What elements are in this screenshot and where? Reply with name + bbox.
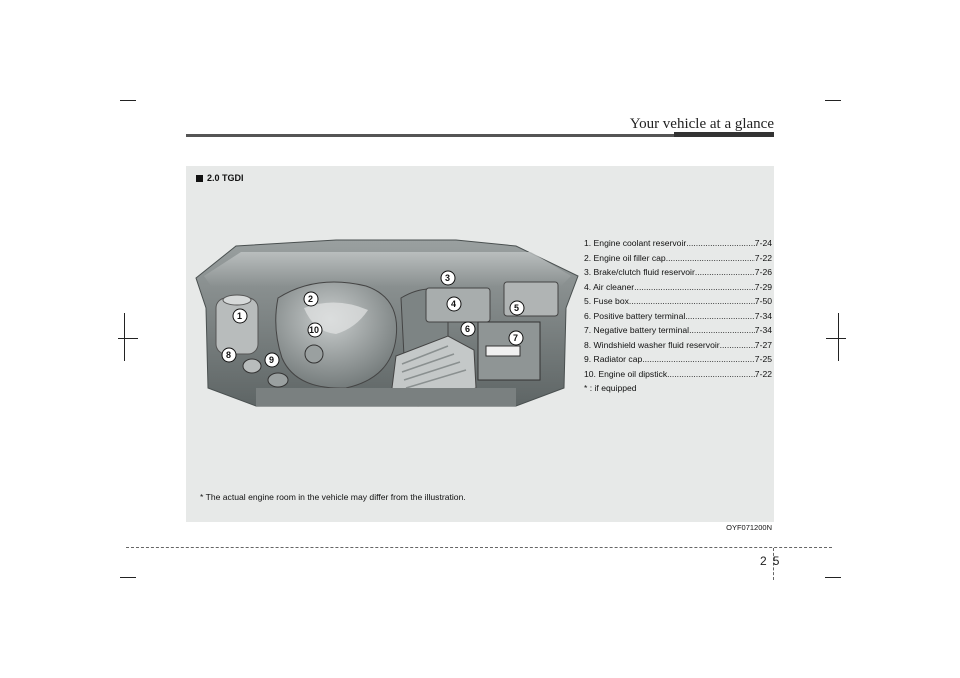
svg-text:4: 4 [451, 299, 457, 309]
section-label: 2.0 TGDI [207, 173, 244, 183]
section-heading [196, 173, 244, 183]
svg-text:8: 8 [226, 350, 232, 360]
illustration-note: * The actual engine room in the vehicle may differ from the illustration. [200, 492, 466, 502]
crop-mark-bottom-left [120, 577, 136, 578]
callout-9 [265, 353, 279, 367]
legend-item: 3. Brake/clutch fluid reservoir ..... 7-26 [584, 265, 772, 280]
svg-text:1: 1 [237, 311, 243, 321]
legend-item: 9. Radiator cap ..... 7-25 [584, 352, 772, 367]
component-legend [584, 236, 772, 396]
square-bullet-icon [196, 175, 203, 182]
callout-8 [222, 348, 236, 362]
svg-text:5: 5 [514, 303, 520, 313]
header-rule-accent [674, 132, 774, 137]
callout-7 [509, 331, 523, 345]
crop-mark-top-left [120, 100, 136, 101]
figure-panel [186, 166, 774, 532]
footer-rule [126, 547, 832, 548]
page-number-value: 5 [772, 554, 780, 568]
callout-4 [447, 297, 461, 311]
callout-10 [308, 323, 322, 337]
callout-5 [510, 301, 524, 315]
crop-mark-top-right [825, 100, 841, 101]
registration-mark-left-h [118, 338, 138, 339]
callout-2 [304, 292, 318, 306]
svg-text:10: 10 [309, 325, 320, 335]
legend-item: 5. Fuse box ..... 7-50 [584, 294, 772, 309]
legend-item: 4. Air cleaner ..... 7-29 [584, 280, 772, 295]
engine-room-illustration [186, 238, 586, 428]
svg-text:6: 6 [465, 324, 471, 334]
page-header-title: Your vehicle at a glance [629, 116, 774, 132]
svg-text:3: 3 [445, 273, 451, 283]
callout-6 [461, 322, 475, 336]
registration-mark-right-h [826, 338, 846, 339]
registration-mark-left-v [124, 313, 125, 361]
legend-item: 7. Negative battery terminal ..... 7-34 [584, 323, 772, 338]
legend-item: 8. Windshield washer fluid reservoir ..... 7-27 [584, 338, 772, 353]
svg-text:9: 9 [269, 355, 275, 365]
legend-item: 1. Engine coolant reservoir ..... 7-24 [584, 236, 772, 251]
callout-1 [233, 309, 247, 323]
callout-3 [441, 271, 455, 285]
chapter-number: 2 [760, 554, 767, 568]
figure-code: OYF071200N [726, 523, 772, 532]
svg-text:2: 2 [308, 294, 314, 304]
page-number [760, 554, 779, 568]
svg-text:7: 7 [513, 333, 519, 343]
legend-item: 6. Positive battery terminal ..... 7-34 [584, 309, 772, 324]
registration-mark-right-v [838, 313, 839, 361]
crop-mark-bottom-right [825, 577, 841, 578]
legend-footnote: * : if equipped [584, 383, 637, 393]
legend-item: 10. Engine oil dipstick ..... 7-22 [584, 367, 772, 382]
legend-item: 2. Engine oil filler cap ..... 7-22 [584, 251, 772, 266]
